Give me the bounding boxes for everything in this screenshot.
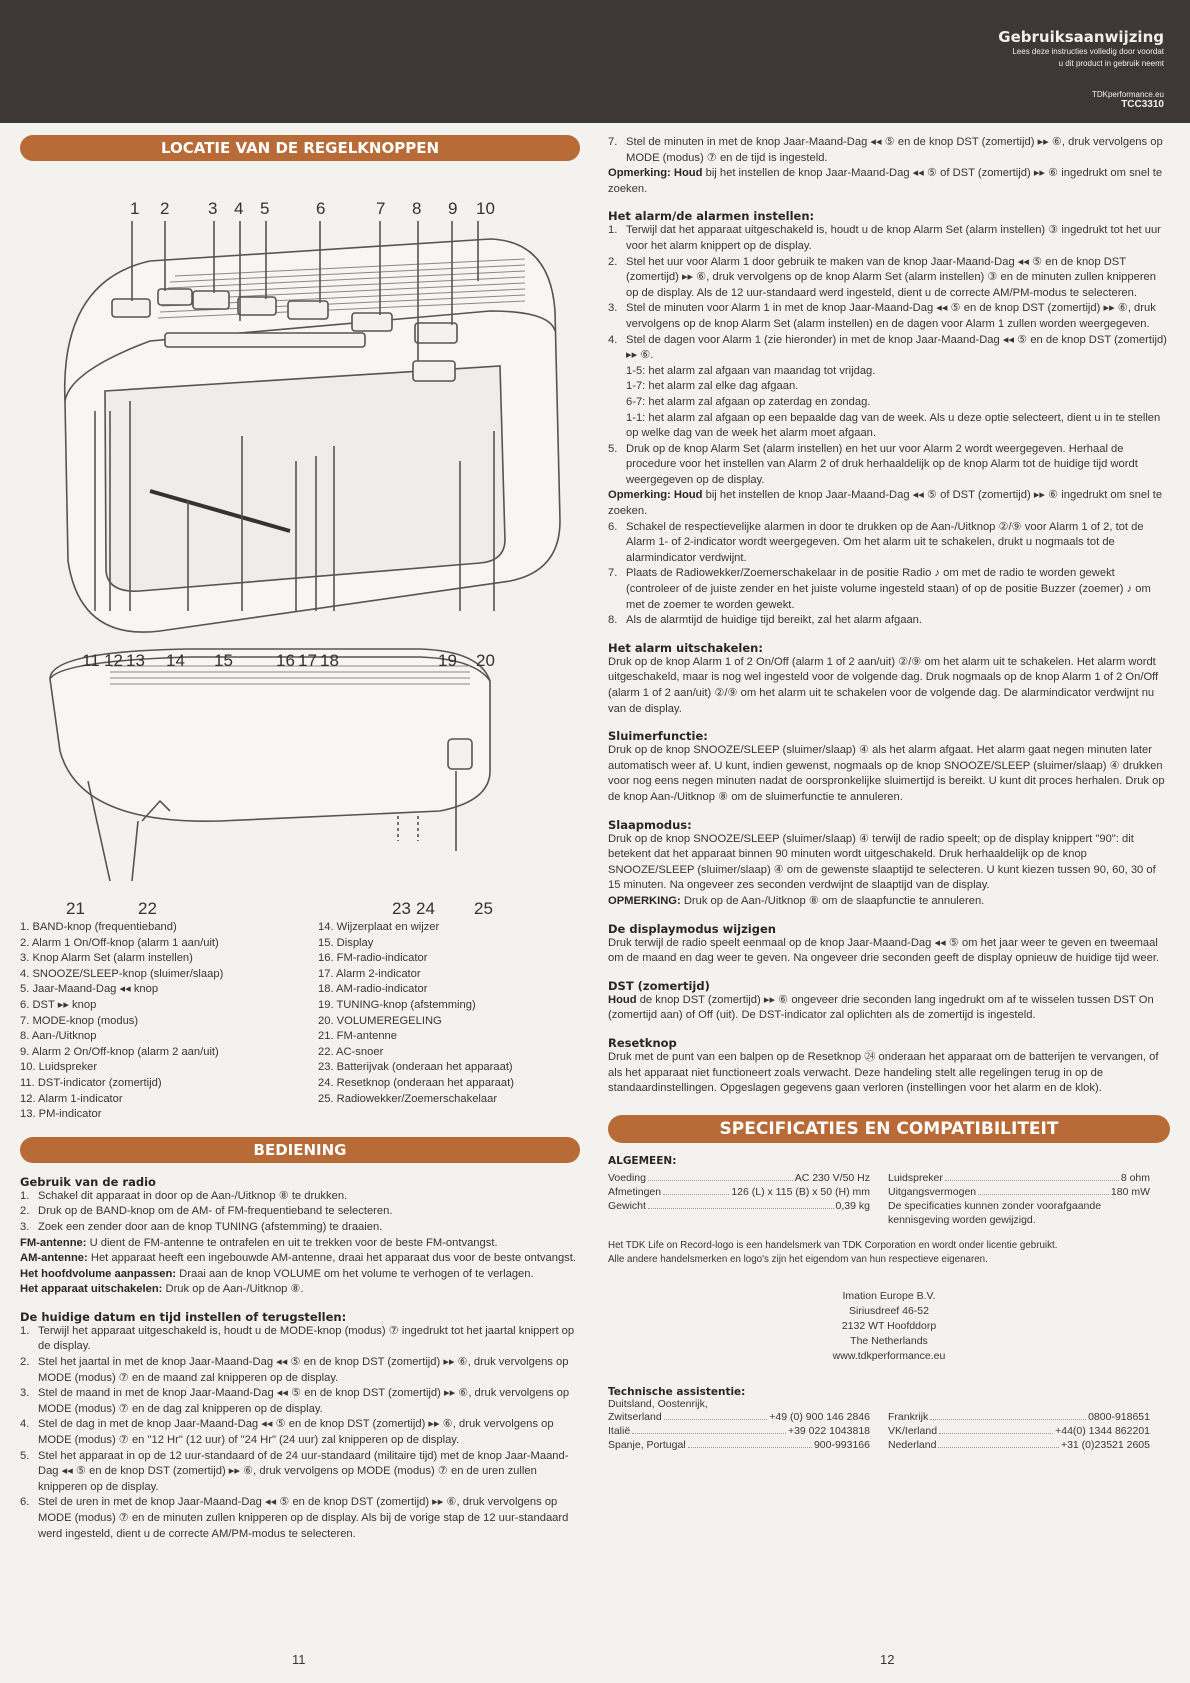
list-item: 7. MODE-knop (modus) [20, 1014, 139, 1027]
section-title: Het alarm/de alarmen instellen: [608, 209, 815, 224]
table-row: Luidspreker 8 ohm [888, 1171, 1150, 1184]
note: OPMERKING: Druk op de Aan-/Uitknop ⑧ om de slaapfunctie te annuleren. [608, 894, 985, 907]
list-item: 20. VOLUMEREGELING [318, 1014, 442, 1027]
callout-number: 23 [392, 899, 411, 918]
section-title: Resetknop [608, 1035, 677, 1050]
alarm-steps [608, 223, 1170, 363]
table-row: Zwitserland +49 (0) 900 146 2846 [608, 1410, 870, 1423]
list-item: 5. Stel het apparaat in op de 12 uur-standaard of de 24 uur-standaard (militaire tijd) met de knop Jaar-Maand-Dag ◂◂ ⑤ en de knop DST (zomertijd) ▸▸ ⑥, druk vervolgens op MODE (modus) ⑦ en de uren zullen knipperen op de display. [20, 1449, 569, 1493]
section-title: De displaymodus wijzigen [608, 921, 776, 936]
list-item: 2. Alarm 1 On/Off-knop (alarm 1 aan/uit) [20, 936, 219, 949]
list-item: 1-1: het alarm zal afgaan op een bepaalde dag van de week. Als u deze optie selecteert, dient u in te stellen op welke dag van de week het alarm moet afgaan. [626, 411, 1161, 440]
section-title: DST (zomertijd) [608, 978, 710, 993]
callout-number: 10 [476, 199, 495, 218]
section-text: Druk op de knop SNOOZE/SLEEP (sluimer/slaap) ④ als het alarm afgaat. Het alarm gaat negen minuten later automatisch weer af. U kunt, indien gewenst, nogmaals op de knop SNOOZE/SLEEP (sluimer/slaap) ④ drukken voor nog eens negen minuten nadat de oorspronkelijke sluimertijd is bereikt. U kunt dit proces herhalen. Druk op de knop Aan-/Uitknop ⑧ om de sluimerfunctie te annuleren. [608, 744, 1165, 803]
section-title: ALGEMEEN: [608, 1154, 677, 1167]
note: Opmerking: Houd bij het instellen de knop Jaar-Maand-Dag ◂◂ ⑤ of DST (zomertijd) ▸▸ ⑥ ingedrukt om snel te zoeken. [608, 489, 1163, 518]
list-item: 19. TUNING-knop (afstemming) [318, 998, 476, 1011]
list-item: 18. AM-radio-indicator [318, 983, 428, 996]
list-item: 24. Resetknop (onderaan het apparaat) [318, 1076, 514, 1089]
list-item: 14. Wijzerplaat en wijzer [318, 921, 440, 933]
spec-column-left [608, 1171, 870, 1227]
section-text: Houd de knop DST (zomertijd) ▸▸ ⑥ ongeveer drie seconden lang ingedrukt om af te wisselen tussen DST On (zomertijd aan) of Off (uit). De DST-indicator zal oplichten als de zomertijd is ingesteld. [608, 993, 1154, 1022]
section-title: Technische assistentie: [608, 1385, 746, 1398]
spec-table [608, 1171, 1170, 1227]
section-title: De huidige datum en tijd instellen of terugstellen: [20, 1309, 347, 1324]
callout-number: 17 [298, 651, 317, 670]
list-item: 1. Schakel dit apparaat in door op de Aan-/Uitknop ⑧ te drukken. [20, 1189, 348, 1202]
callout-number: 16 [276, 651, 295, 670]
date-steps-continued [608, 135, 1170, 166]
list-item: 3. Stel de maand in met de knop Jaar-Maand-Dag ◂◂ ⑤ en de knop DST (zomertijd) ▸▸ ⑥, druk vervolgens op MODE (modus) ⑦ en de dag zal knipperen op de display. [20, 1387, 570, 1415]
callout-number: 9 [448, 199, 458, 218]
parts-column-1 [20, 920, 318, 1123]
list-item: 6. Stel de uren in met de knop Jaar-Maand-Dag ◂◂ ⑤ en de knop DST (zomertijd) ▸▸ ⑥, druk vervolgens op MODE (modus) ⑦ en de minuten zullen knipperen op de display. Als bij de vorige stap de 12 uur-standaard werd ingesteld, dient u de correcte AM/PM-modus te selecteren. [20, 1496, 569, 1540]
manual-title: Gebruiksaanwijzing [998, 28, 1164, 46]
callout-number: 12 [104, 651, 123, 670]
right-page [608, 135, 1170, 1452]
address-line: 2132 WT Hoofddorp [841, 1319, 937, 1332]
list-item: 7. Plaats de Radiowekker/Zoemerschakelaar in de positie Radio ♪ om met de radio te worden gewekt (controleer of de juiste zender en het juiste volume ingesteld staan) of op de positie Buzzer (zoemer) ♪ om met de zoemer te worden gewekt. [608, 567, 1151, 611]
callout-number: 3 [208, 199, 218, 218]
page-number-left: 11 [292, 1652, 306, 1667]
support-column-right [888, 1410, 1150, 1452]
list-item: 13. PM-indicator [20, 1108, 102, 1121]
list-item: 1. Terwijl dat het apparaat uitgeschakeld is, houdt u de knop Alarm Set (alarm instellen) ③ ingedrukt tot het uur voor het alarm knippert op de display. [608, 224, 1161, 252]
list-item: 9. Alarm 2 On/Off-knop (alarm 2 aan/uit) [20, 1045, 219, 1058]
header-brand [998, 28, 1164, 110]
volume-note: Het hoofdvolume aanpassen: Draai aan de knop VOLUME om het volume te verhogen of te verlagen. [20, 1267, 534, 1280]
banner-control-locations: LOCATIE VAN DE REGELKNOPPEN [20, 135, 580, 161]
list-item: 6. DST ▸▸ knop [20, 998, 97, 1011]
list-item: 3. Zoek een zender door aan de knop TUNING (afstemming) te draaien. [20, 1220, 383, 1233]
table-row: Italië +39 022 1043818 [608, 1424, 870, 1437]
spec-note: De specificaties kunnen zonder voorafgaande kennisgeving worden gewijzigd. [888, 1199, 1102, 1226]
list-item: 2. Stel het uur voor Alarm 1 door gebruik te maken van de knop Jaar-Maand-Dag ◂◂ ⑤ en de knop DST (zomertijd) ▸▸ ⑥, druk vervolgens op de knop Alarm Set (alarm instellen) ③ en de minuten zullen knipperen op de display. Als de 12 uur-standaard werd ingesteld, dient u de correcte AM/PM-modus te selecteren. [608, 255, 1157, 299]
section-title: Sluimerfunctie: [608, 729, 708, 744]
banner-specifications: SPECIFICATIES EN COMPATIBILITEIT [608, 1115, 1170, 1143]
list-item: 7. Stel de minuten in met de knop Jaar-Maand-Dag ◂◂ ⑤ en de knop DST (zomertijd) ▸▸ ⑥, druk vervolgens op MODE (modus) ⑦ en de tijd is ingesteld. [608, 136, 1163, 164]
alarm-steps-3 [608, 520, 1170, 629]
trademark-note: Het TDK Life on Record-logo is een handelsmerk van TDK Corporation en wordt onder licentie gebruikt. [608, 1239, 1058, 1251]
list-item: 1-7: het alarm zal elke dag afgaan. [626, 380, 799, 393]
list-item: 8. Aan-/Uitknop [20, 1030, 97, 1043]
list-item: 3. Knop Alarm Set (alarm instellen) [20, 952, 193, 965]
section-text: Druk op de knop SNOOZE/SLEEP (sluimer/slaap) ④ terwijl de radio speelt; op de display knippert "90": dit betekent dat het apparaat binnen 90 minuten wordt uitgeschakeld. Druk herhaaldelijk op de knop SNOOZE/SLEEP (sluimer/slaap) ④ om de gewenste slaaptijd te selecteren. U kunt kiezen tussen 90, 60, 30 of 15 minuten. Na ongeveer zes seconden verdwijnt de slaaptijd van de display. [608, 832, 1156, 892]
list-item: 22. AC-snoer [318, 1045, 384, 1058]
fm-antenna-note: FM-antenne: U dient de FM-antenne te ontrafelen en uit te trekken voor de beste FM-ontvangst. [20, 1236, 498, 1249]
left-page [20, 135, 580, 1542]
support-subtitle: Duitsland, Oostenrijk, [608, 1397, 708, 1410]
spec-column-right [888, 1171, 1150, 1227]
table-row: Afmetingen 126 (L) x 115 (B) x 50 (H) mm [608, 1185, 870, 1198]
table-row: Frankrijk 0800-918651 [888, 1410, 1150, 1423]
list-item: 1-5: het alarm zal afgaan van maandag tot vrijdag. [626, 364, 876, 377]
callout-number: 18 [320, 651, 339, 670]
callout-number: 6 [316, 199, 326, 218]
section-title: Slaapmodus: [608, 817, 692, 832]
list-item: 2. Stel het jaartal in met de knop Jaar-Maand-Dag ◂◂ ⑤ en de knop DST (zomertijd) ▸▸ ⑥, druk vervolgens op MODE (modus) ⑦ en de maand zal knipperen op de display. [20, 1356, 569, 1384]
clock-drawing [20, 161, 580, 916]
list-item: 8. Als de alarmtijd de huidige tijd bereikt, zal het alarm afgaan. [608, 614, 923, 627]
trademark-note: Alle andere handelsmerken en logo's zijn het eigendom van hun respectieve eigenaren. [608, 1253, 988, 1265]
clock-diagram [20, 161, 580, 916]
address-line: Siriusdreef 46-52 [849, 1304, 929, 1317]
address-line: Imation Europe B.V. [842, 1289, 936, 1302]
list-item: 4. Stel de dagen voor Alarm 1 (zie hieronder) in met de knop Jaar-Maand-Dag ◂◂ ⑤ en de knop DST (zomertijd) ▸▸ ⑥. [608, 333, 1167, 362]
list-item: 3. Stel de minuten voor Alarm 1 in met de knop Jaar-Maand-Dag ◂◂ ⑤ en de knop DST (zomertijd) ▸▸ ⑥, druk vervolgens op de knop Alarm Set (alarm instellen) en de dagen voor Alarm 1 zullen worden weergegeven. [608, 302, 1156, 330]
header-bar [0, 0, 1190, 123]
table-row: Nederland +31 (0)23521 2605 [888, 1438, 1150, 1451]
banner-operation: BEDIENING [20, 1137, 580, 1163]
alarm-steps-2 [608, 442, 1170, 489]
callout-number: 5 [260, 199, 270, 218]
section-text: Druk op de knop Alarm 1 of 2 On/Off (alarm 1 of 2 aan/uit) ②/⑨ om het alarm uit te schakelen. Het alarm wordt uitgeschakeld, maar is nog wel ingesteld voor de volgende dag. Druk nogmaals op de knop Alarm 1 of 2 On/Off (alarm 1 of 2 aan/uit) ②/⑨ om het alarm uit te schakelen voor de volgende dag. De alarmindicator verdwijnt nu van de display. [608, 655, 1159, 715]
callout-number: 14 [166, 651, 185, 670]
callout-number: 2 [160, 199, 170, 218]
list-item: 4. Stel de dag in met de knop Jaar-Maand-Dag ◂◂ ⑤ en de knop DST (zomertijd) ▸▸ ⑥, druk vervolgens op MODE (modus) ⑦ en "12 Hr" (12 uur) of "24 Hr" (24 uur) zal knipperen op de display. [20, 1418, 554, 1447]
date-steps [20, 1324, 580, 1542]
list-item: 16. FM-radio-indicator [318, 952, 428, 965]
table-row: Spanje, Portugal 900-993166 [608, 1438, 870, 1451]
list-item: 5. Druk op de knop Alarm Set (alarm instellen) en het uur voor Alarm 2 wordt weergegeven. Herhaal de procedure voor het instellen van Alarm 2 of druk herhaaldelijk op de knop Alarm tot de huidige tijd wordt weergegeven op de display. [608, 442, 1138, 486]
list-item: 11. DST-indicator (zomertijd) [20, 1076, 162, 1089]
callout-number: 1 [130, 199, 140, 218]
radio-steps [20, 1189, 580, 1236]
callout-number: 19 [438, 651, 457, 670]
company-address [608, 1289, 1170, 1364]
header-subtitle-1: Lees deze instructies volledig door voordat [1012, 47, 1164, 56]
table-row: VK/Ierland +44(0) 1344 862201 [888, 1424, 1150, 1437]
list-item: 10. Luidspreker [20, 1061, 98, 1074]
header-url: TDKperformance.eu [1091, 90, 1164, 99]
page-number-right: 12 [880, 1652, 895, 1667]
callout-number: 22 [138, 899, 157, 918]
callout-number: 4 [234, 199, 244, 218]
list-item: 12. Alarm 1-indicator [20, 1092, 123, 1105]
list-item: 17. Alarm 2-indicator [318, 967, 421, 980]
power-off-note: Het apparaat uitschakelen: Druk op de Aan-/Uitknop ⑧. [20, 1283, 304, 1296]
address-line: The Netherlands [850, 1334, 928, 1347]
table-row: Gewicht 0,39 kg [608, 1199, 870, 1212]
list-item: 25. Radiowekker/Zoemerschakelaar [318, 1092, 498, 1105]
list-item: 15. Display [318, 936, 374, 949]
list-item: 5. Jaar-Maand-Dag ◂◂ knop [20, 983, 159, 996]
callout-number: 8 [412, 199, 422, 218]
list-item: 23. Batterijvak (onderaan het apparaat) [318, 1061, 513, 1074]
list-item: 1. Terwijl het apparaat uitgeschakeld is, houdt u de MODE-knop (modus) ⑦ ingedrukt tot het jaartal knippert op de display. [20, 1324, 575, 1353]
section-text: Druk terwijl de radio speelt eenmaal op de knop Jaar-Maand-Dag ◂◂ ⑤ om het jaar weer te geven en tweemaal om de maand en dag weer te geven. Na ongeveer drie seconden geeft de display opnieuw de huidige tijd weer. [608, 936, 1160, 965]
table-row: Voeding AC 230 V/50 Hz [608, 1171, 870, 1184]
support-table [608, 1410, 1170, 1452]
table-row: Uitgangsvermogen 180 mW [888, 1185, 1150, 1198]
callout-number: 13 [126, 651, 145, 670]
support-column-left [608, 1410, 870, 1452]
section-title: Het alarm uitschakelen: [608, 640, 763, 655]
parts-list [20, 920, 580, 1123]
callout-number: 20 [476, 651, 495, 670]
list-item: 21. FM-antenne [318, 1030, 397, 1043]
address-line: www.tdkperformance.eu [832, 1349, 946, 1362]
callout-number: 25 [474, 899, 493, 918]
list-item: 6-7: het alarm zal afgaan op zaterdag en zondag. [626, 395, 871, 408]
list-item: 4. SNOOZE/SLEEP-knop (sluimer/slaap) [20, 967, 224, 980]
callout-number: 21 [66, 899, 85, 918]
parts-column-2 [318, 920, 514, 1123]
model-number: TCC3310 [1121, 99, 1164, 110]
header-subtitle-2: u dit product in gebruik neemt [1058, 59, 1164, 68]
list-item: 2. Druk op de BAND-knop om de AM- of FM-frequentieband te selecteren. [20, 1205, 393, 1218]
list-item: 6. Schakel de respectievelijke alarmen in door te drukken op de Aan-/Uitknop ②/⑨ voor Alarm 1 of 2, tot de Alarm 1- of 2-indicator wordt weergegeven. Om het alarm uit te schakelen, drukt u nogmaals tot de alarmindicator verdwijnt. [608, 520, 1144, 564]
section-text: Druk met de punt van een balpen op de Resetknop ㉔ onderaan het apparaat om de batterijen te vervangen, of als het apparaat niet functioneert zoals verwacht. Deze handeling stelt alle regelingen terug in op de standaardinstellingen. Opgeslagen gegevens gaan verloren (instellingen voor het alarm en de klok). [608, 1050, 1159, 1095]
callout-number: 11 [82, 651, 100, 670]
list-item: 1. BAND-knop (frequentieband) [20, 921, 177, 933]
alarm-day-options [608, 364, 1170, 442]
callout-number: 24 [416, 899, 435, 918]
section-title: Gebruik van de radio [20, 1174, 156, 1189]
callout-number: 7 [376, 199, 386, 218]
callout-number: 15 [214, 651, 233, 670]
note: Opmerking: Houd bij het instellen de knop Jaar-Maand-Dag ◂◂ ⑤ of DST (zomertijd) ▸▸ ⑥ ingedrukt om snel te zoeken. [608, 167, 1163, 195]
am-antenna-note: AM-antenne: Het apparaat heeft een ingebouwde AM-antenne, draai het apparaat dus voor de beste ontvangst. [20, 1252, 576, 1265]
